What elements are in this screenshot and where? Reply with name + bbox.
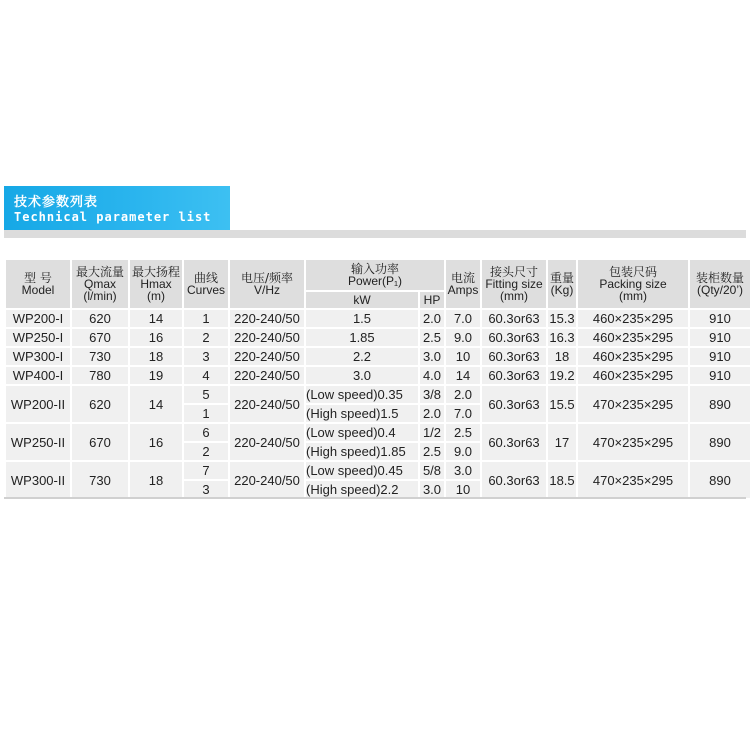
cell-kw: 1.85 bbox=[306, 329, 418, 346]
cell-qty: 890 bbox=[690, 462, 750, 498]
cell-hp-high: 2.0 bbox=[420, 405, 444, 422]
header-voltage: 电压/频率 V/Hz bbox=[230, 260, 304, 308]
cell-weight: 18 bbox=[548, 348, 576, 365]
cell-weight: 15.5 bbox=[548, 386, 576, 422]
cell-power-low: (Low speed)0.35 bbox=[306, 386, 418, 403]
cell-voltage: 220-240/50 bbox=[230, 310, 304, 327]
cell-hp: 4.0 bbox=[420, 367, 444, 384]
cell-curve-high: 3 bbox=[184, 481, 228, 498]
cell-voltage: 220-240/50 bbox=[230, 329, 304, 346]
header-hp: HP bbox=[420, 292, 444, 308]
header-amps: 电流 Amps bbox=[446, 260, 480, 308]
cell-packing: 470×235×295 bbox=[578, 462, 688, 498]
cell-qty: 910 bbox=[690, 310, 750, 327]
cell-amps: 10 bbox=[446, 348, 480, 365]
cell-voltage: 220-240/50 bbox=[230, 367, 304, 384]
cell-fitting: 60.3or63 bbox=[482, 386, 546, 422]
parameter-table bbox=[4, 258, 750, 500]
cell-amps-low: 3.0 bbox=[446, 462, 480, 479]
cell-amps-high: 10 bbox=[446, 481, 480, 498]
table-row bbox=[6, 310, 750, 327]
cell-qmax: 730 bbox=[72, 348, 128, 365]
cell-weight: 15.3 bbox=[549, 311, 575, 326]
banner-title-cn: 技术参数列表 bbox=[14, 195, 99, 210]
cell-amps: 14 bbox=[446, 367, 480, 384]
cell-weight: 16.3 bbox=[549, 330, 575, 345]
table-row bbox=[6, 424, 750, 441]
table-row bbox=[6, 329, 750, 346]
table-row bbox=[6, 462, 750, 479]
cell-fitting: 60.3or63 bbox=[482, 329, 546, 346]
cell-amps-low: 2.5 bbox=[446, 424, 480, 441]
cell-packing: 460×235×295 bbox=[578, 367, 688, 384]
cell-curve-low: 5 bbox=[184, 386, 228, 403]
header-packing: 包装尺码 Packing size (mm) bbox=[578, 260, 688, 308]
cell-hmax: 18 bbox=[130, 462, 182, 498]
cell-voltage: 220-240/50 bbox=[230, 386, 304, 422]
cell-fitting: 60.3or63 bbox=[482, 348, 546, 365]
banner-rule bbox=[4, 230, 746, 238]
cell-amps: 9.0 bbox=[446, 329, 480, 346]
table-row bbox=[6, 348, 750, 365]
header-fitting: 接头尺寸 Fitting size (mm) bbox=[482, 260, 546, 308]
cell-hp: 2.5 bbox=[420, 329, 444, 346]
cell-qmax: 670 bbox=[72, 424, 128, 460]
cell-hp-low: 3/8 bbox=[420, 386, 444, 403]
cell-packing: 470×235×295 bbox=[578, 386, 688, 422]
cell-kw: 3.0 bbox=[306, 367, 418, 384]
cell-model: WP250-I bbox=[6, 329, 70, 346]
cell-qty: 890 bbox=[690, 424, 750, 460]
table-bottom-rule bbox=[4, 497, 746, 499]
cell-hp: 3.0 bbox=[420, 348, 444, 365]
cell-power-high: (High speed)1.85 bbox=[306, 443, 418, 460]
cell-curve: 3 bbox=[184, 348, 228, 365]
header-hmax: 最大扬程 Hmax (m) bbox=[130, 260, 182, 308]
cell-curve-high: 1 bbox=[184, 405, 228, 422]
cell-qty: 910 bbox=[690, 348, 750, 365]
cell-curve: 4 bbox=[184, 367, 228, 384]
cell-hp-high: 3.0 bbox=[420, 481, 444, 498]
header-qmax: 最大流量 Qmax (l/min) bbox=[72, 260, 128, 308]
header-weight: 重量 (Kg) bbox=[548, 260, 576, 308]
cell-fitting: 60.3or63 bbox=[482, 462, 546, 498]
cell-amps-low: 2.0 bbox=[446, 386, 480, 403]
cell-power-high: (High speed)1.5 bbox=[306, 405, 418, 422]
cell-amps-high: 9.0 bbox=[446, 443, 480, 460]
cell-model: WP300-I bbox=[6, 348, 70, 365]
cell-power-high: (High speed)2.2 bbox=[306, 481, 418, 498]
cell-fitting: 60.3or63 bbox=[482, 367, 546, 384]
cell-amps: 7.0 bbox=[446, 310, 480, 327]
cell-weight: 19.2 bbox=[549, 368, 575, 383]
cell-power-low: (Low speed)0.45 bbox=[306, 462, 418, 479]
table-row bbox=[6, 386, 750, 403]
header-model: 型 号 Model bbox=[6, 260, 70, 308]
cell-amps-high: 7.0 bbox=[446, 405, 480, 422]
header-qty: 装柜数量 (Qty/20’) bbox=[690, 260, 750, 308]
cell-hp-high: 2.5 bbox=[420, 443, 444, 460]
cell-curve: 1 bbox=[184, 310, 228, 327]
cell-hp-low: 1/2 bbox=[420, 424, 444, 441]
cell-model: WP250-II bbox=[6, 424, 70, 460]
cell-packing: 470×235×295 bbox=[578, 424, 688, 460]
cell-curve: 2 bbox=[184, 329, 228, 346]
cell-hmax: 14 bbox=[130, 386, 182, 422]
cell-hmax: 14 bbox=[130, 310, 182, 327]
cell-fitting: 60.3or63 bbox=[482, 424, 546, 460]
cell-qmax: 730 bbox=[72, 462, 128, 498]
cell-weight: 18.5 bbox=[548, 462, 576, 498]
header-kw: kW bbox=[306, 292, 418, 308]
cell-hmax: 18 bbox=[130, 348, 182, 365]
cell-curve-high: 2 bbox=[184, 443, 228, 460]
banner-title-en: Technical parameter list bbox=[14, 210, 212, 224]
cell-weight: 17 bbox=[548, 424, 576, 460]
cell-qmax: 620 bbox=[72, 310, 128, 327]
section-banner bbox=[4, 186, 230, 230]
cell-packing: 460×235×295 bbox=[578, 329, 688, 346]
cell-packing: 460×235×295 bbox=[578, 310, 688, 327]
cell-kw: 2.2 bbox=[306, 348, 418, 365]
cell-hmax: 19 bbox=[130, 367, 182, 384]
cell-model: WP200-I bbox=[6, 310, 70, 327]
cell-qmax: 670 bbox=[72, 329, 128, 346]
cell-model: WP400-I bbox=[6, 367, 70, 384]
table-row bbox=[6, 367, 750, 384]
cell-voltage: 220-240/50 bbox=[230, 424, 304, 460]
cell-power-low: (Low speed)0.4 bbox=[306, 424, 418, 441]
cell-qty: 910 bbox=[690, 329, 750, 346]
cell-hp: 2.0 bbox=[420, 310, 444, 327]
cell-hmax: 16 bbox=[130, 329, 182, 346]
header-power: 输入功率 Power(P₁) bbox=[306, 260, 444, 290]
cell-qty: 890 bbox=[690, 386, 750, 422]
cell-hp-low: 5/8 bbox=[420, 462, 444, 479]
cell-qmax: 620 bbox=[72, 386, 128, 422]
cell-hmax: 16 bbox=[130, 424, 182, 460]
cell-model: WP300-II bbox=[6, 462, 70, 498]
cell-model: WP200-II bbox=[6, 386, 70, 422]
cell-fitting: 60.3or63 bbox=[482, 310, 546, 327]
header-curves: 曲线 Curves bbox=[184, 260, 228, 308]
cell-kw: 1.5 bbox=[306, 310, 418, 327]
cell-curve-low: 6 bbox=[184, 424, 228, 441]
cell-voltage: 220-240/50 bbox=[230, 462, 304, 498]
cell-voltage: 220-240/50 bbox=[230, 348, 304, 365]
cell-packing: 460×235×295 bbox=[578, 348, 688, 365]
cell-curve-low: 7 bbox=[184, 462, 228, 479]
cell-qty: 910 bbox=[690, 367, 750, 384]
cell-qmax: 780 bbox=[72, 367, 128, 384]
